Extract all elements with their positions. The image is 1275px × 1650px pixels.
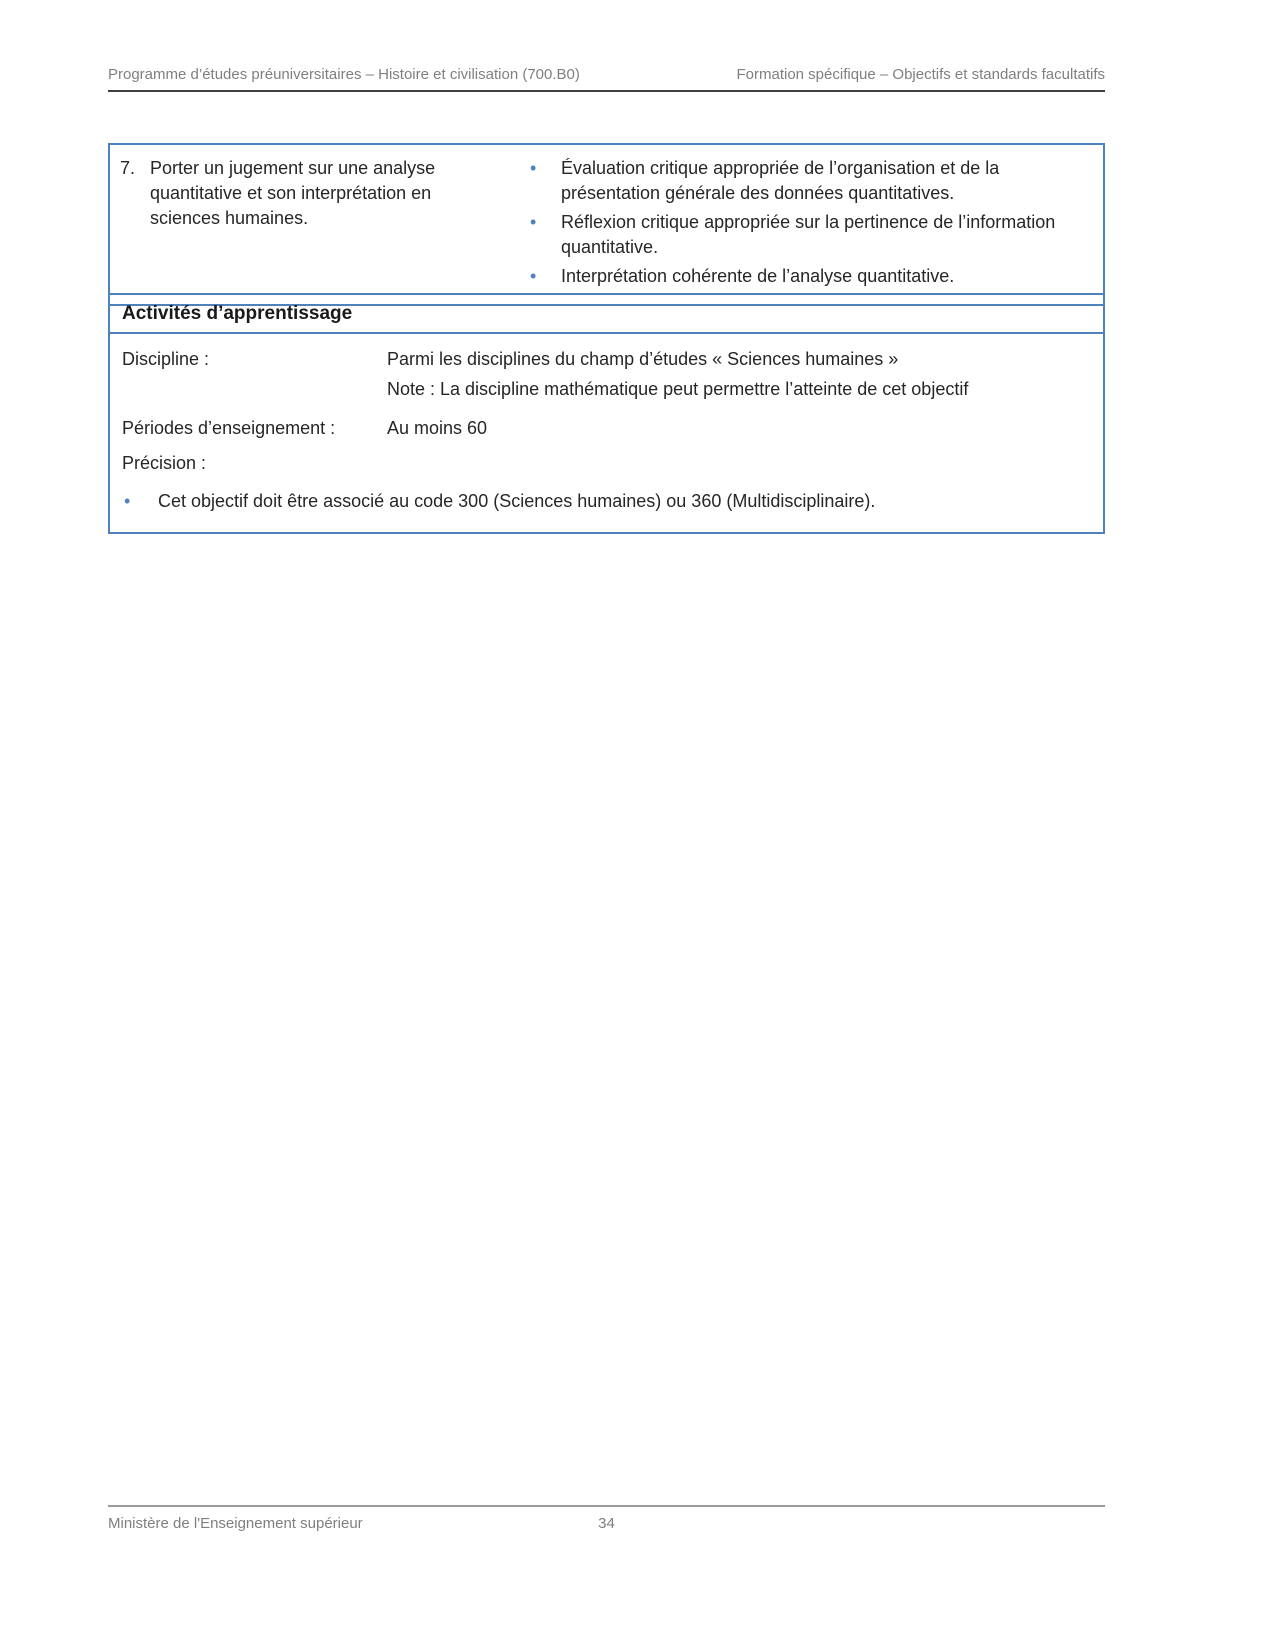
page-footer: [108, 1505, 1105, 1532]
activities-body: [110, 334, 1103, 532]
objective-column: [110, 154, 520, 295]
activities-title: Activités d’apprentissage: [110, 295, 1103, 334]
activities-section: [108, 293, 1105, 534]
standards-column: [520, 154, 1103, 295]
footer-ministry-text: Ministère de l'Enseignement supérieur: [108, 1515, 363, 1532]
precision-row: [122, 450, 1089, 476]
discipline-value-text: Parmi les disciplines du champ d’études « Sciences humaines »: [387, 349, 899, 369]
periods-row: [122, 415, 1089, 441]
bullet-icon: •: [530, 266, 537, 286]
precision-bullet-item: [122, 488, 1089, 514]
periods-label: Périodes d’enseignement :: [122, 418, 336, 438]
bullet-icon: •: [124, 491, 131, 511]
discipline-note-text: Note : La discipline mathématique peut permettre l’atteinte de cet objectif: [387, 379, 969, 399]
standard-item: [530, 210, 1089, 260]
objective-number: 7.: [120, 158, 136, 178]
periods-value: Au moins 60: [387, 418, 488, 438]
bullet-icon: •: [530, 212, 537, 232]
discipline-value: [387, 346, 1089, 406]
precision-bullet-text: Cet objectif doit être associé au code 300 (Sciences humaines) ou 360 (Multidisciplinaire).: [158, 491, 876, 511]
standard-item: [530, 156, 1089, 206]
bullet-icon: •: [530, 158, 537, 178]
discipline-row: [122, 346, 1089, 406]
header-right-text: Formation spécifique – Objectifs et standards facultatifs: [736, 66, 1105, 83]
discipline-label: Discipline :: [122, 349, 210, 369]
precision-label: Précision :: [122, 453, 207, 473]
standard-item: [530, 264, 1089, 289]
header-left-text: Programme d’études préuniversitaires – Histoire et civilisation (700.B0): [108, 66, 580, 83]
standard-text: Interprétation cohérente de l’analyse quantitative.: [561, 266, 955, 286]
footer-page-number: 34: [598, 1515, 615, 1532]
page-header: [108, 66, 1105, 92]
standard-text: Réflexion critique appropriée sur la pertinence de l’information quantitative.: [561, 212, 1056, 257]
objective-standards-table: [108, 143, 1105, 306]
objective-text: Porter un jugement sur une analyse quantitative et son interprétation en sciences humaines.: [150, 158, 436, 228]
standard-text: Évaluation critique appropriée de l’organisation et de la présentation générale des données quantitatives.: [561, 158, 1000, 203]
